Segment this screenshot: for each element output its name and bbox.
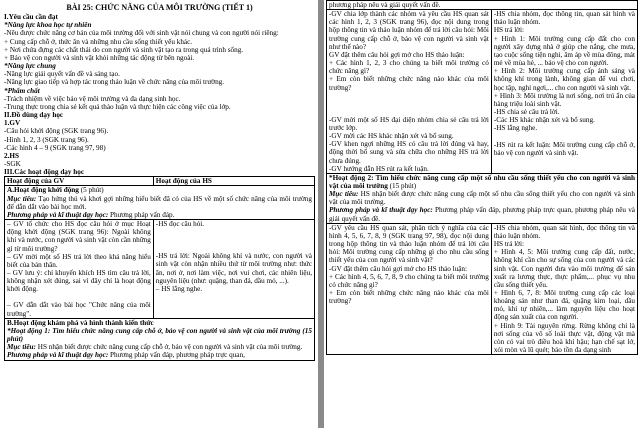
- subheading-science-competence: *Năng lực khoa học tự nhiên: [4, 21, 92, 30]
- lesson-title: BÀI 25: CHỨC NĂNG CỦA MÔI TRƯỜNG (TIẾT 1): [66, 3, 253, 12]
- table-cell-text: -GV đặt thêm câu hỏi gợi mở cho HS thảo luận:: [329, 264, 468, 273]
- table-cell-text: -HS chia nhóm, quan sát hình, đọc thông tin và thảo luận nhóm.: [493, 223, 635, 240]
- activity-2-teacher-cell: [327, 223, 492, 355]
- table-cell-text: + Hình 1: Môi trường cung cấp đất cho con người xây dựng nhà ở giúp che nắng, che mưa, tạo cuộc sống tiện nghi, âm áp về mùa đông, mát mẻ về mùa hè, ... bảo vệ cho con người.: [493, 34, 635, 68]
- table-row: [327, 223, 638, 355]
- text-line: -Nêu được chức năng cơ bản của môi trường đối với sinh vật nói chung và con người nói riêng:: [4, 29, 279, 38]
- document-page-left: [0, 0, 318, 428]
- text-line: -Năng lực giải quyết vấn đề và sáng tạo.: [4, 70, 120, 79]
- activity-1-method: Phương pháp vấn đáp, phương pháp trực quan,: [108, 351, 245, 360]
- table-row: [327, 10, 638, 174]
- table-row: [327, 1, 638, 10]
- table-cell-text: + Hình 3: Môi trường là nơi sống, nơi trú ẩn của hàng triệu loài sinh vật.: [493, 91, 635, 108]
- warmup-student-cell: [153, 220, 314, 319]
- table-cell-text: -HS rút ra kết luận: Môi trường cung cấp chỗ ở, bảo vệ con người và sinh vật.: [493, 140, 635, 157]
- activity-1-student-cell: [491, 10, 637, 174]
- warmup-title: A.Hoạt động khởi động: [7, 186, 79, 195]
- activity-1-teacher-cell: [327, 10, 492, 174]
- warmup-teacher-cell: [5, 220, 154, 319]
- table-row: [5, 220, 315, 319]
- method-continued-cell: phương pháp nêu và giải quyết vấn đề.: [327, 1, 638, 10]
- table-cell-text: -GV hướng dẫn HS rút ra kết luận.: [329, 164, 429, 173]
- method-label: Phương pháp và kĩ thuật dạy học:: [7, 210, 109, 219]
- explore-title: B.Hoạt động khám phá và hình thành kiến thức: [7, 318, 154, 327]
- table-cell-text: -GV chia lớp thành các nhóm và yêu cầu HS quan sát các hình 1, 2, 3 (SGK trang 96), đọc nội dung trong hộp thông tin và thảo luận nhóm để trả lời câu hỏi: Môi trường cung cấp chỗ ở, bảo vệ con người và sinh vật như thế nào?: [329, 10, 489, 51]
- subheading-student: 2.HS: [4, 151, 19, 160]
- table-cell-text: – GV mời một số HS trả lời theo khả năng hiểu biết của bản thân.: [7, 252, 151, 269]
- activity-2-student-cell: [491, 223, 637, 355]
- text-line: + Cung cấp chỗ ở, thức ăn và những nhu cầu sống thiết yếu khác.: [4, 37, 193, 46]
- table-cell-text: + Em còn biết những chức năng nào khác của môi trường?: [329, 289, 489, 306]
- table-cell-text: + Các hình 4, 5, 6, 7, 8, 9 cho chúng ta biết môi trường có chức năng gì?: [329, 272, 489, 289]
- table-cell-text: -GV khen ngợi những HS có câu trả lời đúng và hay, động thời bổ sung và sửa chữa cho những HS trả lời chưa đúng.: [329, 140, 489, 165]
- table-row: [5, 186, 315, 220]
- column-header-student: Hoạt động của HS: [153, 177, 314, 186]
- method-label: Phương pháp và kĩ thuật dạy học:: [7, 351, 109, 360]
- column-header-teacher: Hoạt động của GV: [5, 177, 154, 186]
- table-cell-text: + Hình 9: Tài nguyên rừng. Rừng không chỉ là nơi sống của vô số loài thực vật, động vật mà còn có vai trò điều hoà khí hậu; hạn chế sạt lở, xói mòn và lũ quét; bảo tồn đa dạng sinh: [493, 321, 635, 355]
- activities-table-continued: [326, 0, 638, 355]
- activity-2-time: (15 phút): [387, 181, 417, 190]
- activity-2-goal: HS nhận biết được chức năng cung cấp một số nhu cầu sống thiết yếu cho con người và sinh vật của môi trường.: [329, 190, 635, 207]
- table-cell-text: HS trả lời:: [493, 240, 524, 249]
- document-page-right: [324, 0, 640, 428]
- table-cell-text: – GV tổ chức cho HS đọc câu hỏi ở mục Hoạt động khởi động (SGK trang 96): Ngoài không khí và nước, con người và sinh vật còn cần những gì từ môi trường?: [7, 220, 151, 253]
- table-cell-text: -GV mời một số HS đại diện nhóm chia sẻ câu trả lời trước lớp.: [329, 115, 489, 132]
- goal-label: Mục tiêu:: [7, 343, 36, 352]
- warmup-goal: Tạo hứng thú và khơi gợi những hiểu biết đã có của HS về một số chức năng của môi trường để dẫn dắt vào bài học mới.: [7, 194, 312, 211]
- activity-1-title: *Hoạt động 1: Tìm hiểu chức năng cung cấp chỗ ở, bảo vệ con người và sinh vật của môi trường (15 phút): [7, 326, 312, 344]
- table-cell-text: -HS chia nhóm, đọc thông tin, quan sát hình và thảo luận nhóm.: [493, 10, 635, 27]
- table-cell-text: HS trả lời:: [493, 26, 524, 35]
- table-cell-text: – GV dẫn dắt vào bài học "Chức năng của môi trường".: [7, 301, 151, 318]
- text-line: + Nơi chứa đựng các chất thải do con người và sinh vật tạo ra trong quá trình sống.: [4, 45, 244, 54]
- section-heading-activities: III.Các hoạt động dạy học: [4, 168, 85, 177]
- table-cell-text: + Hình 4, 5: Môi trường cung cấp đất, nước, không khí cần cho sự sống của con người và các sinh vật. Con người đưa vào môi trường để sản xuất ra lương thực, thực phẩm,... phục vụ nhu cầu sống thiết yếu.: [493, 248, 635, 289]
- table-cell-text: -HS lắng nghe.: [493, 124, 538, 133]
- activities-table: [4, 176, 315, 360]
- warmup-method: Phương pháp vấn đáp.: [108, 210, 175, 219]
- goal-label: Mục tiêu:: [329, 190, 359, 199]
- text-line: + Bảo vệ con người và sinh vật khỏi những tác động từ bên ngoài.: [4, 53, 195, 62]
- text-line: -Hình 1, 2, 3 (SGK trang 96).: [4, 135, 89, 144]
- text-line: -Trách nhiệm về việc bảo vệ môi trường và đa dạng sinh học.: [4, 94, 181, 103]
- table-cell-text: + Hình 2: Môi trường cung cấp ánh sáng và không khí trong lành, không gian để vui chơi, học tập, nghỉ ngơi,... cho con người và sinh vật.: [493, 67, 635, 92]
- explore-header-cell: [5, 318, 315, 360]
- activity-2-header-cell: [327, 173, 638, 223]
- text-line: -Trung thực trong chia sẻ kết quả thảo luận và thực hiện các công việc của lớp.: [4, 102, 231, 111]
- section-heading-materials: II.Đồ dùng dạy học: [4, 111, 64, 120]
- method-label: Phương pháp và kĩ thuật dạy học:: [329, 206, 433, 215]
- table-cell-text: -GV mời các HS khác nhận xét và bổ sung.: [329, 132, 454, 141]
- table-cell-text: – GV lưu ý: chỉ khuyến khích HS tìm câu trả lời, không nhận xét đúng, sai vì đây chỉ là hoạt động khởi động.: [7, 269, 151, 294]
- section-heading-requirements: I.Yêu cầu cần đạt: [4, 13, 58, 22]
- table-row: [5, 318, 315, 360]
- subheading-qualities: *Phẩm chất: [4, 86, 40, 95]
- table-cell-text: + Hình 6, 7, 8: Môi trường cung cấp các loại khoáng sản như than đá, quặng kim loại, dầu mỏ, khí tự nhiên,... làm nguyên liệu cho hoạt động sản xuất của con người.: [493, 289, 635, 322]
- table-cell-text: -GV yêu cầu HS quan sát, phân tích ý nghĩa của các hình 4, 5, 6, 7, 8, 9 (SGK trang 97, 98), đọc nội dung trong hộp thông tin và thảo luận nhóm để trả lời câu hỏi: Môi trường cung cấp những gì cho nhu cầu sống thiết yếu của con người và sinh vật?: [329, 223, 489, 265]
- table-cell-text: + Em còn biết những chức năng nào khác của môi trường?: [329, 75, 489, 92]
- table-cell-text: -HS đọc câu hỏi.: [155, 220, 205, 229]
- table-row: [327, 173, 638, 223]
- warmup-header-cell: [5, 186, 315, 220]
- warmup-time: (5 phút): [78, 186, 104, 195]
- subheading-general-competence: *Năng lực chung: [4, 62, 56, 71]
- table-cell-text: – HS lắng nghe.: [155, 284, 203, 293]
- table-cell-text: -Các HS khác nhận xét và bổ sung.: [493, 116, 595, 125]
- table-cell-text: GV đặt thêm câu hỏi gợi mở cho HS thảo luận:: [329, 50, 465, 59]
- text-line: -Năng lực giao tiếp và hợp tác trong thảo luận về chức năng của môi trường.: [4, 78, 225, 87]
- subheading-teacher: 1.GV: [4, 119, 21, 128]
- activity-2-title: *Hoạt động 2: Tìm hiểu chức năng cung cấp một số nhu cầu sống thiết yếu cho con người và sinh vật của môi trường: [329, 173, 635, 190]
- goal-label: Mục tiêu:: [7, 194, 37, 203]
- text-line: -Các hình 4 – 9 (SGK trang 97, 98): [4, 143, 106, 152]
- table-cell-text: -HS chia sẻ câu trả lời.: [493, 108, 560, 117]
- activity-1-goal: HS nhận biết được chức năng cung cấp chỗ ở, bảo vệ con người và sinh vật của môi trường.: [35, 343, 303, 352]
- text-line: -Câu hỏi khởi động (SGK trang 96).: [4, 127, 109, 136]
- table-cell-text: + Các hình 1, 2, 3 cho chúng ta biết môi trường có chức năng gì?: [329, 59, 489, 76]
- table-header-row: [5, 177, 315, 186]
- text-line: -SGK: [4, 159, 21, 168]
- table-cell-text: -HS trả lời: Ngoài không khí và nước, con người và sinh vật còn nhận nhiều thứ từ môi trường như: thức ăn, nơi ở, nơi làm việc, nơi vui chơi, các nhiên liệu, nguyên liệu (như: quặng, than đá, dầu mỏ, ...).: [155, 252, 312, 285]
- activity-2-method: Phương pháp vấn đáp, phương pháp trực quan, phương pháp nêu và giải quyết vấn đề.: [329, 206, 635, 223]
